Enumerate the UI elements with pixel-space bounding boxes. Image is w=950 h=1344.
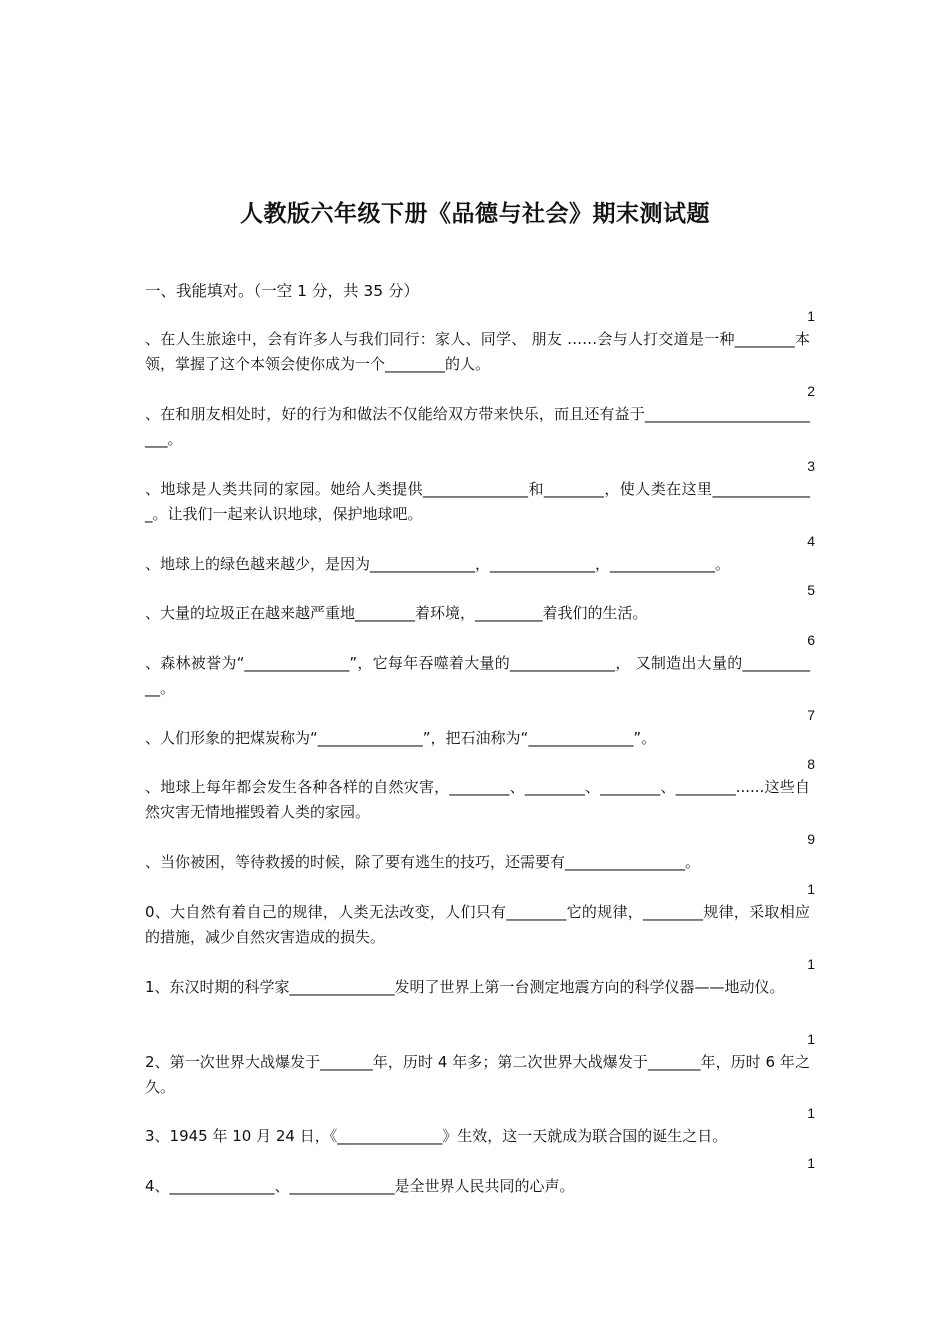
question-text: 、当你被困，等待救援的时候，除了要有逃生的技巧，还需要有________________。 (145, 853, 701, 871)
document-title: 人教版六年级下册《品德与社会》期末测试题 (240, 200, 710, 227)
question-text: 3、1945 年 10 月 24 日，《______________》生效，这一天就成为联合国的诞生之日。 (145, 1127, 728, 1145)
question-number: 1 (807, 1155, 815, 1171)
question-text: 2、第一次世界大战爆发于_______年，历时 4 年多；第二次世界大战爆发于_______年，历时 6 年之久。 (145, 1053, 810, 1096)
question-number: 1 (807, 956, 815, 972)
question-text: 1、东汉时期的科学家______________发明了世界上第一台测定地震方向的科学仪器——地动仪。 (145, 978, 785, 996)
question-number: 8 (807, 756, 815, 772)
question-number: 1 (807, 308, 815, 324)
question-number: 7 (807, 707, 815, 723)
question-text: 、人们形象的把煤炭称为“______________”，把石油称为“______________”。 (145, 729, 657, 747)
question-number: 3 (807, 458, 815, 474)
question-text: 、地球是人类共同的家园。她给人类提供______________和________，使人类在这里______________。让我们一起来认识地球，保护地球吧。 (145, 480, 810, 523)
question-text: 、地球上每年都会发生各种各样的自然灾害，________、________、________、________......这些自然灾害无情地摧毁着人类的家园。 (145, 778, 810, 821)
question-number: 4 (807, 533, 815, 549)
question-text: 、森林被誉为“______________”，它每年吞噬着大量的______________， 又制造出大量的___________。 (145, 654, 810, 697)
question-text: 、大量的垃圾正在越来越严重地________着环境，_________着我们的生活。 (145, 604, 648, 622)
question-text: 0、大自然有着自己的规律，人类无法改变，人们只有________它的规律，________规律，采取相应的措施，减少自然灾害造成的损失。 (145, 903, 810, 946)
question-text: 4、______________、______________是全世界人民共同的心声。 (145, 1177, 575, 1195)
question-number: 9 (807, 831, 815, 847)
question-text: 、在人生旅途中，会有许多人与我们同行：家人、同学、 朋友 ……会与人打交道是一种________本领，掌握了这个本领会使你成为一个________的人。 (145, 330, 810, 373)
question-text: 、地球上的绿色越来越少，是因为______________，______________，______________。 (145, 555, 731, 573)
question-text: 、在和朋友相处时，好的行为和做法不仅能给双方带来快乐，而且还有益于_________________________。 (145, 405, 810, 448)
question-number: 1 (807, 1031, 815, 1047)
question-number: 5 (807, 582, 815, 598)
question-number: 1 (807, 1105, 815, 1121)
question-number: 6 (807, 632, 815, 648)
section-heading: 一、我能填对。（一空 1 分，共 35 分） (145, 282, 420, 300)
question-number: 1 (807, 881, 815, 897)
question-number: 2 (807, 383, 815, 399)
